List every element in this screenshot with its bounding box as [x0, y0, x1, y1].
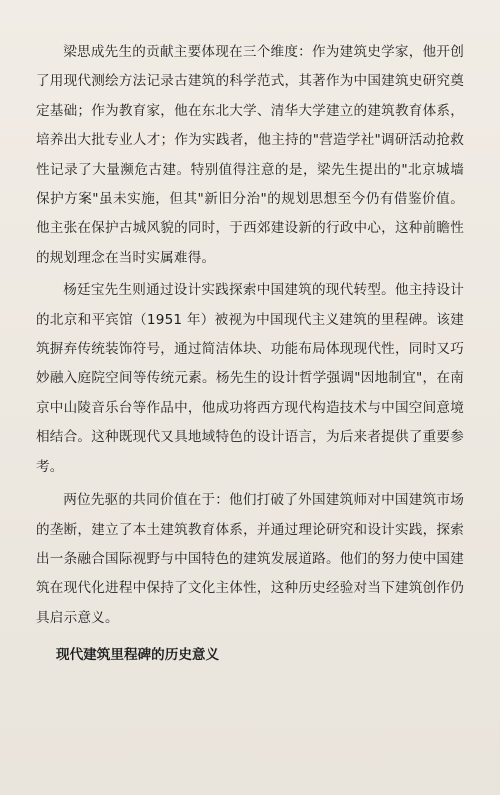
paragraph-liang-sicheng: 梁思成先生的贡献主要体现在三个维度：作为建筑史学家，他开创了用现代测绘方法记录古建筑的科学范式，其著作为中国建筑史研究奠定基础；作为教育家，他在东北大学、清华大学建立的建筑教育体系，培养出大批专业人才；作为实践者，他主持的"营造学社"调研活动抢救性记录了大量濒危古建。特别值得注意的是，梁先生提出的"北京城墙保护方案"虽未实施，但其"新旧分治"的规划思想至今仍有借鉴价值。他主张在保护古城风貌的同时，于西郊建设新的行政中心，这种前瞻性的规划理念在当时实属难得。 [36, 44, 464, 266]
paragraph-yang-tingbao: 杨廷宝先生则通过设计实践探索中国建筑的现代转型。他主持设计的北京和平宾馆（1951 年）被视为中国现代主义建筑的里程碑。该建筑摒弃传统装饰符号，通过简洁体块、功能布局体现现代性，同时又巧妙融入庭院空间等传统元素。杨先生的设计哲学强调"因地制宜"，在南京中山陵音乐台等作品中，他成功将西方现代构造技术与中国空间意境相结合。这种既现代又具地域特色的设计语言，为后来者提供了重要参考。 [36, 282, 464, 475]
paragraph-shared-value: 两位先驱的共同价值在于：他们打破了外国建筑师对中国建筑市场的垄断，建立了本土建筑教育体系，并通过理论研究和设计实践，探索出一条融合国际视野与中国特色的建筑发展道路。他们的努力使中国建筑在现代化进程中保持了文化主体性，这种历史经验对当下建筑创作仍具启示意义。 [36, 492, 464, 626]
section-heading: 现代建筑里程碑的历史意义 [56, 647, 220, 664]
document-page [36, 38, 464, 670]
